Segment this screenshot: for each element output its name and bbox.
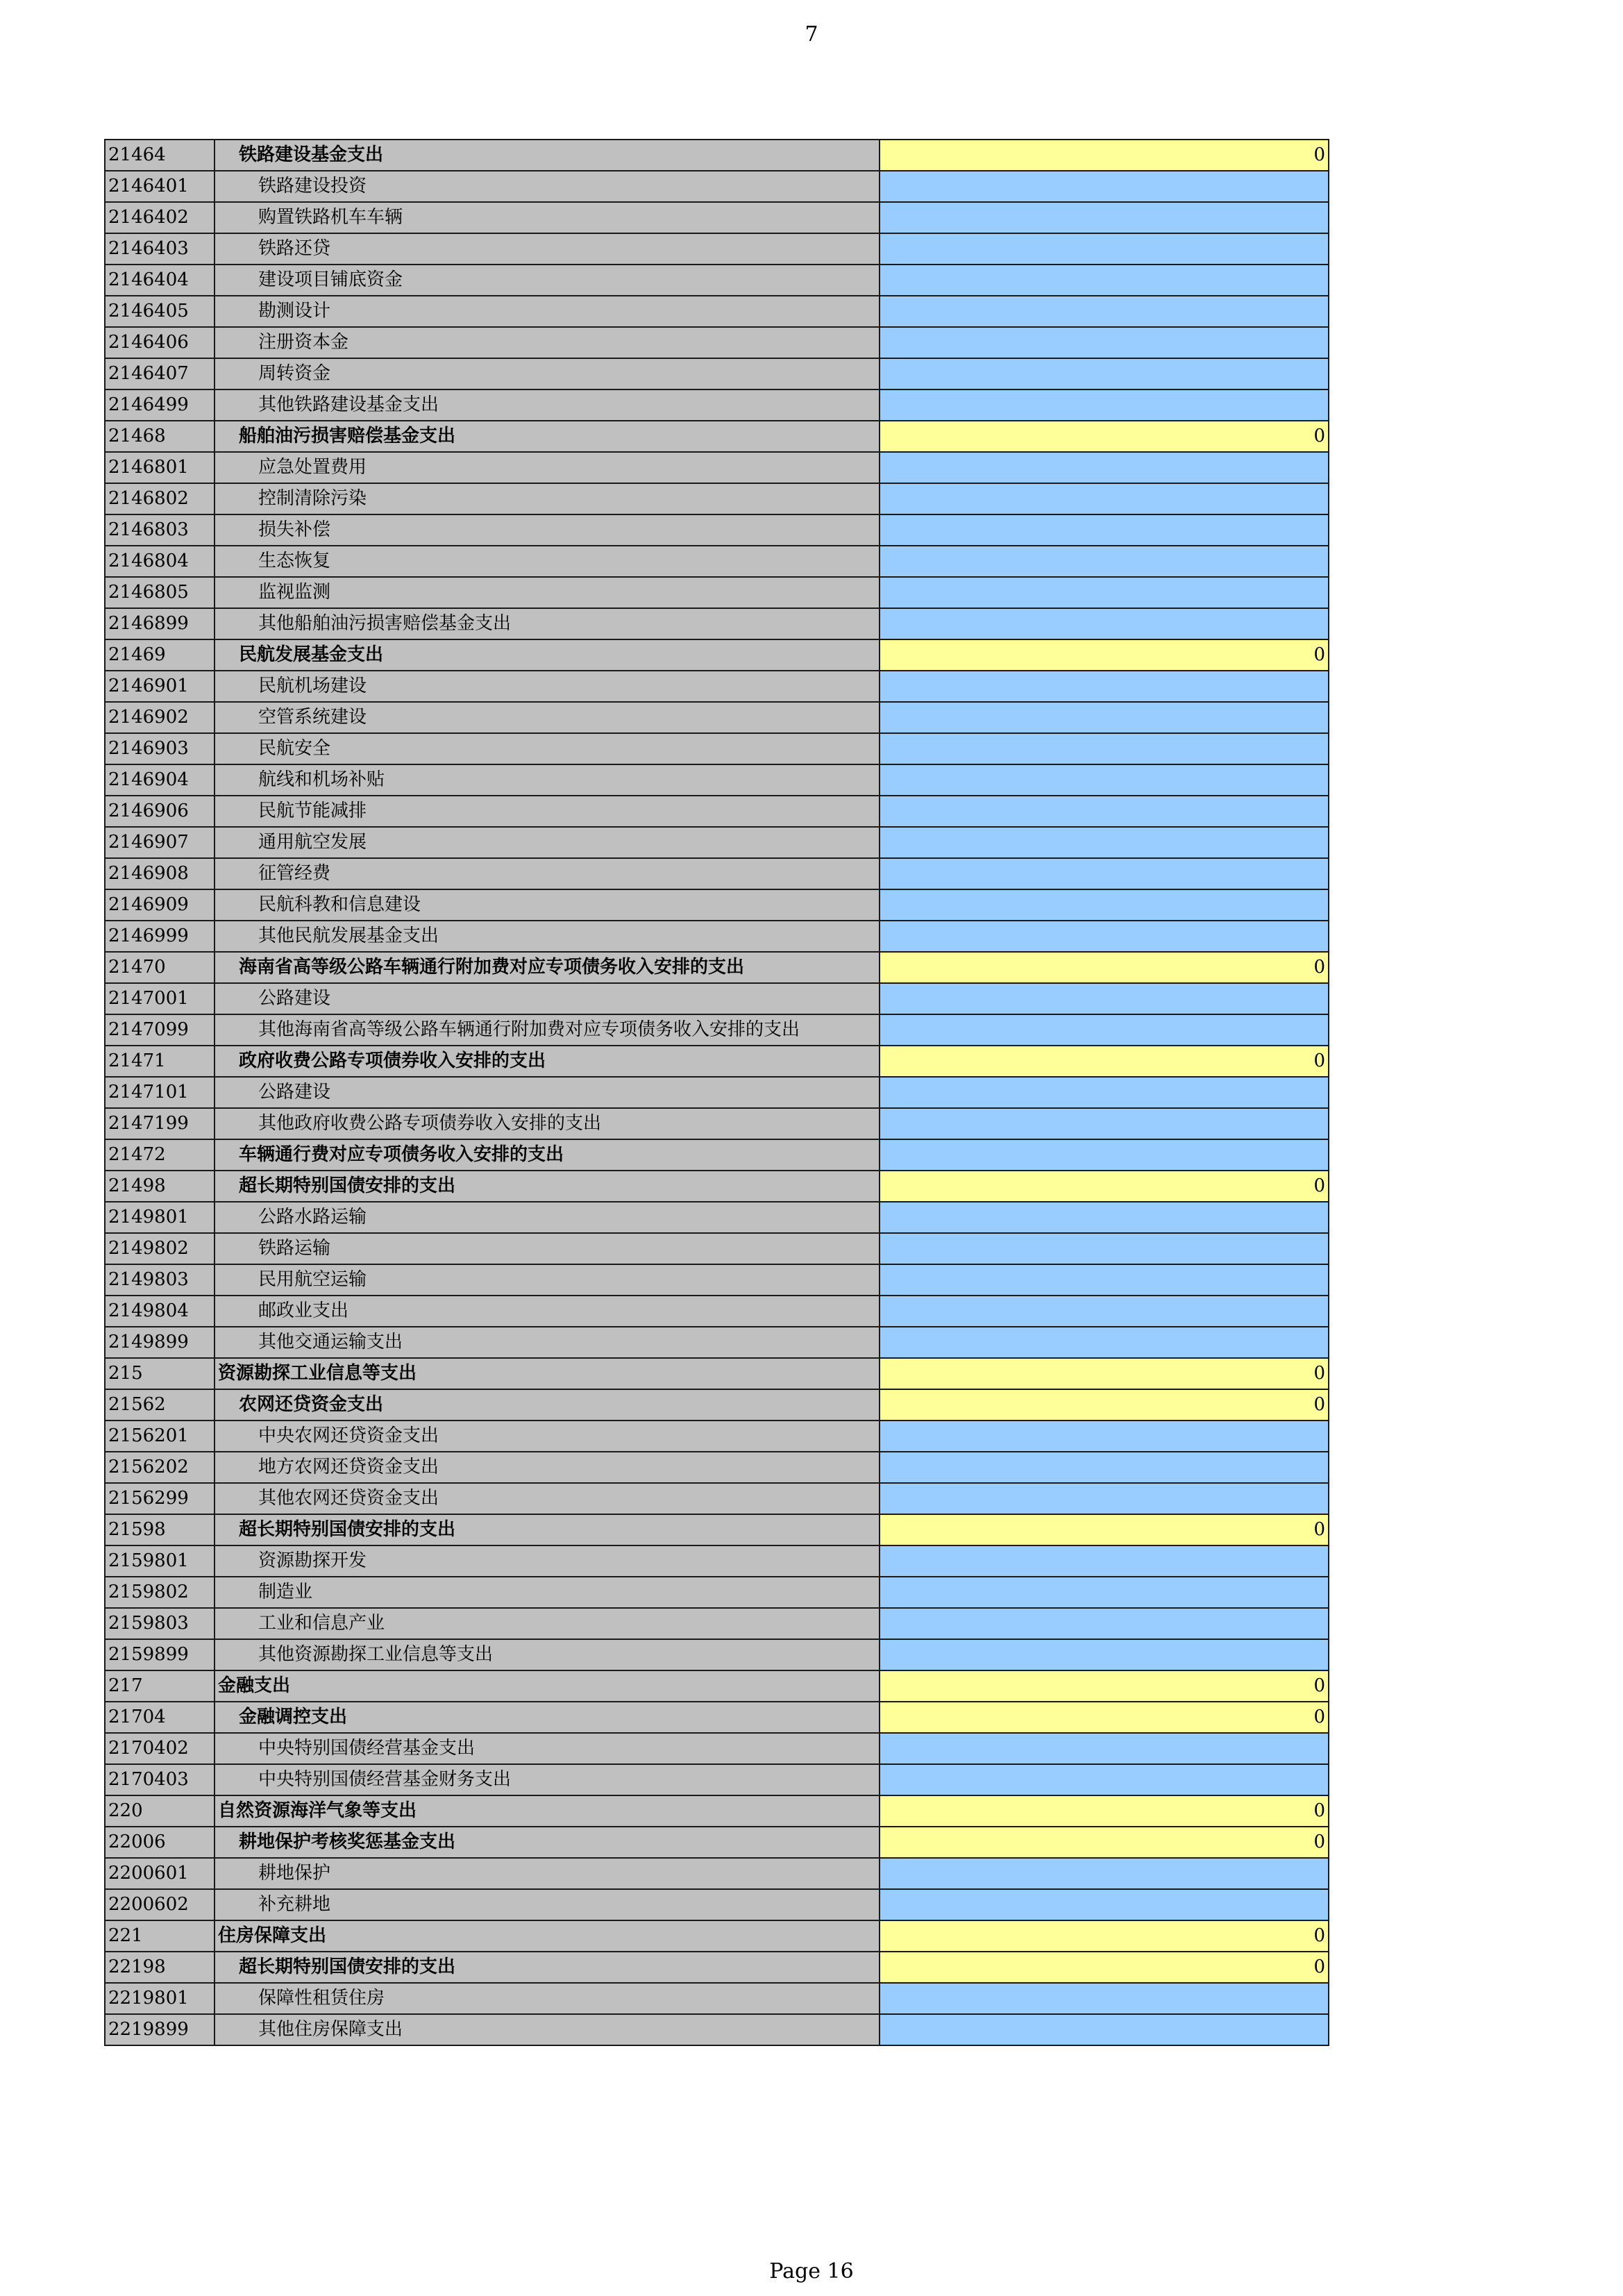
- account-name-cell: 中央特别国债经营基金财务支出: [215, 1764, 880, 1795]
- amount-cell[interactable]: [880, 764, 1329, 796]
- account-name-cell: 铁路运输: [215, 1233, 880, 1264]
- account-code-cell: 21468: [105, 421, 215, 452]
- table-row: [105, 1764, 1329, 1795]
- account-name-cell: 民航机场建设: [215, 671, 880, 702]
- account-code-cell: 2146902: [105, 702, 215, 733]
- amount-cell[interactable]: 0: [880, 1171, 1329, 1202]
- amount-cell[interactable]: [880, 546, 1329, 577]
- table-row: [105, 1264, 1329, 1296]
- account-name-cell: 其他政府收费公路专项债券收入安排的支出: [215, 1108, 880, 1139]
- account-code-cell: 215: [105, 1358, 215, 1389]
- amount-cell[interactable]: 0: [880, 1702, 1329, 1733]
- table-row: [105, 1108, 1329, 1139]
- table-row: [105, 1608, 1329, 1639]
- amount-cell[interactable]: [880, 1233, 1329, 1264]
- table-row: [105, 1514, 1329, 1545]
- table-row: [105, 1858, 1329, 1889]
- account-name-cell: 中央农网还贷资金支出: [215, 1421, 880, 1452]
- account-name-cell: 空管系统建设: [215, 702, 880, 733]
- amount-cell[interactable]: [880, 265, 1329, 296]
- amount-cell[interactable]: [880, 514, 1329, 546]
- account-name-cell: 公路水路运输: [215, 1202, 880, 1233]
- table-row: [105, 1639, 1329, 1670]
- amount-cell[interactable]: 0: [880, 1827, 1329, 1858]
- account-name-cell: 应急处置费用: [215, 452, 880, 483]
- amount-cell[interactable]: [880, 1421, 1329, 1452]
- account-code-cell: 2149803: [105, 1264, 215, 1296]
- amount-cell[interactable]: [880, 983, 1329, 1014]
- account-name-cell: 民航科教和信息建设: [215, 889, 880, 921]
- amount-cell[interactable]: 0: [880, 1920, 1329, 1952]
- table-row: [105, 1670, 1329, 1702]
- account-code-cell: 21498: [105, 1171, 215, 1202]
- table-row: [105, 577, 1329, 608]
- table-row: [105, 952, 1329, 983]
- account-code-cell: 21464: [105, 140, 215, 171]
- account-name-cell: 耕地保护: [215, 1858, 880, 1889]
- account-code-cell: 21598: [105, 1514, 215, 1545]
- account-code-cell: 217: [105, 1670, 215, 1702]
- account-code-cell: 2146405: [105, 296, 215, 327]
- account-name-cell: 邮政业支出: [215, 1296, 880, 1327]
- account-code-cell: 2146401: [105, 171, 215, 202]
- account-name-cell: 生态恢复: [215, 546, 880, 577]
- table-row: [105, 1296, 1329, 1327]
- account-name-cell: 民用航空运输: [215, 1264, 880, 1296]
- table-row: [105, 514, 1329, 546]
- amount-cell[interactable]: [880, 483, 1329, 514]
- amount-cell[interactable]: [880, 452, 1329, 483]
- account-code-cell: 21562: [105, 1389, 215, 1421]
- amount-cell[interactable]: [880, 1608, 1329, 1639]
- table-row: [105, 296, 1329, 327]
- amount-cell[interactable]: [880, 1577, 1329, 1608]
- amount-cell[interactable]: 0: [880, 421, 1329, 452]
- table-row: [105, 1952, 1329, 1983]
- account-code-cell: 2147101: [105, 1077, 215, 1108]
- table-row: [105, 546, 1329, 577]
- table-row: [105, 452, 1329, 483]
- table-row: [105, 733, 1329, 764]
- budget-table: [104, 139, 1329, 2046]
- amount-cell[interactable]: 0: [880, 1514, 1329, 1545]
- table-row: [105, 889, 1329, 921]
- table-row: [105, 702, 1329, 733]
- account-code-cell: 2146801: [105, 452, 215, 483]
- account-name-cell: 公路建设: [215, 983, 880, 1014]
- table-row: [105, 827, 1329, 858]
- table-row: [105, 1139, 1329, 1171]
- account-name-cell: 航线和机场补贴: [215, 764, 880, 796]
- table-row: [105, 265, 1329, 296]
- amount-cell[interactable]: [880, 296, 1329, 327]
- amount-cell[interactable]: [880, 921, 1329, 952]
- account-code-cell: 2200601: [105, 1858, 215, 1889]
- amount-cell[interactable]: [880, 1639, 1329, 1670]
- amount-cell[interactable]: [880, 389, 1329, 421]
- amount-cell[interactable]: 0: [880, 639, 1329, 671]
- account-name-cell: 超长期特别国债安排的支出: [215, 1171, 880, 1202]
- table-row: [105, 171, 1329, 202]
- table-row: [105, 1233, 1329, 1264]
- account-code-cell: 21472: [105, 1139, 215, 1171]
- account-code-cell: 2146909: [105, 889, 215, 921]
- account-name-cell: 其他海南省高等级公路车辆通行附加费对应专项债务收入安排的支出: [215, 1014, 880, 1046]
- table-row: [105, 1421, 1329, 1452]
- account-name-cell: 其他资源勘探工业信息等支出: [215, 1639, 880, 1670]
- account-code-cell: 220: [105, 1795, 215, 1827]
- account-name-cell: 中央特别国债经营基金支出: [215, 1733, 880, 1764]
- amount-cell[interactable]: [880, 671, 1329, 702]
- table-row: [105, 1046, 1329, 1077]
- amount-cell[interactable]: 0: [880, 1795, 1329, 1827]
- account-name-cell: 铁路还贷: [215, 233, 880, 265]
- amount-cell[interactable]: [880, 1764, 1329, 1795]
- amount-cell[interactable]: [880, 1483, 1329, 1514]
- account-code-cell: 21470: [105, 952, 215, 983]
- table-row: [105, 639, 1329, 671]
- account-code-cell: 22006: [105, 1827, 215, 1858]
- account-name-cell: 民航发展基金支出: [215, 639, 880, 671]
- amount-cell[interactable]: [880, 327, 1329, 358]
- table-row: [105, 921, 1329, 952]
- account-name-cell: 其他交通运输支出: [215, 1327, 880, 1358]
- amount-cell[interactable]: [880, 2014, 1329, 2045]
- table-row: [105, 858, 1329, 889]
- account-name-cell: 农网还贷资金支出: [215, 1389, 880, 1421]
- amount-cell[interactable]: [880, 1014, 1329, 1046]
- account-code-cell: 2146802: [105, 483, 215, 514]
- account-name-cell: 其他住房保障支出: [215, 2014, 880, 2045]
- amount-cell[interactable]: [880, 1889, 1329, 1920]
- account-code-cell: 2146999: [105, 921, 215, 952]
- table-row: [105, 2014, 1329, 2045]
- account-name-cell: 征管经费: [215, 858, 880, 889]
- account-code-cell: 2147099: [105, 1014, 215, 1046]
- amount-cell[interactable]: [880, 1108, 1329, 1139]
- account-code-cell: 2170403: [105, 1764, 215, 1795]
- account-name-cell: 其他农网还贷资金支出: [215, 1483, 880, 1514]
- account-code-cell: 2146903: [105, 733, 215, 764]
- account-name-cell: 铁路建设投资: [215, 171, 880, 202]
- amount-cell[interactable]: [880, 233, 1329, 265]
- account-code-cell: 22198: [105, 1952, 215, 1983]
- account-name-cell: 损失补偿: [215, 514, 880, 546]
- page-footer: Page 16: [769, 2259, 854, 2284]
- account-name-cell: 政府收费公路专项债券收入安排的支出: [215, 1046, 880, 1077]
- account-name-cell: 资源勘探开发: [215, 1545, 880, 1577]
- amount-cell[interactable]: 0: [880, 1358, 1329, 1389]
- account-name-cell: 工业和信息产业: [215, 1608, 880, 1639]
- amount-cell[interactable]: [880, 1327, 1329, 1358]
- account-code-cell: 2200602: [105, 1889, 215, 1920]
- account-name-cell: 住房保障支出: [215, 1920, 880, 1952]
- account-code-cell: 221: [105, 1920, 215, 1952]
- account-code-cell: 2146805: [105, 577, 215, 608]
- account-code-cell: 2146907: [105, 827, 215, 858]
- account-code-cell: 2147199: [105, 1108, 215, 1139]
- page-top-number: 7: [805, 22, 818, 47]
- amount-cell[interactable]: 0: [880, 1389, 1329, 1421]
- amount-cell[interactable]: [880, 827, 1329, 858]
- table-row: [105, 358, 1329, 389]
- account-name-cell: 通用航空发展: [215, 827, 880, 858]
- table-row: [105, 1389, 1329, 1421]
- account-code-cell: 2149801: [105, 1202, 215, 1233]
- table-row: [105, 1202, 1329, 1233]
- account-code-cell: 2146901: [105, 671, 215, 702]
- account-name-cell: 民航安全: [215, 733, 880, 764]
- amount-cell[interactable]: 0: [880, 1046, 1329, 1077]
- table-row: [105, 1327, 1329, 1358]
- account-code-cell: 2146404: [105, 265, 215, 296]
- table-row: [105, 1733, 1329, 1764]
- amount-cell[interactable]: [880, 1077, 1329, 1108]
- account-code-cell: 2156201: [105, 1421, 215, 1452]
- table-row: [105, 1483, 1329, 1514]
- account-name-cell: 船舶油污损害赔偿基金支出: [215, 421, 880, 452]
- account-name-cell: 保障性租赁住房: [215, 1983, 880, 2014]
- amount-cell[interactable]: [880, 1452, 1329, 1483]
- table-row: [105, 389, 1329, 421]
- table-row: [105, 796, 1329, 827]
- account-name-cell: 其他民航发展基金支出: [215, 921, 880, 952]
- amount-cell[interactable]: [880, 1545, 1329, 1577]
- table-row: [105, 1827, 1329, 1858]
- table-row: [105, 1795, 1329, 1827]
- table-row: [105, 140, 1329, 171]
- amount-cell[interactable]: [880, 889, 1329, 921]
- table-row: [105, 1920, 1329, 1952]
- account-name-cell: 注册资本金: [215, 327, 880, 358]
- amount-cell[interactable]: 0: [880, 952, 1329, 983]
- account-code-cell: 2149899: [105, 1327, 215, 1358]
- account-name-cell: 金融调控支出: [215, 1702, 880, 1733]
- account-name-cell: 控制清除污染: [215, 483, 880, 514]
- account-code-cell: 2219801: [105, 1983, 215, 2014]
- table-row: [105, 1452, 1329, 1483]
- account-name-cell: 资源勘探工业信息等支出: [215, 1358, 880, 1389]
- amount-cell[interactable]: [880, 702, 1329, 733]
- table-row: [105, 233, 1329, 265]
- account-name-cell: 车辆通行费对应专项债务收入安排的支出: [215, 1139, 880, 1171]
- amount-cell[interactable]: [880, 858, 1329, 889]
- table-row: [105, 608, 1329, 639]
- account-code-cell: 2146906: [105, 796, 215, 827]
- amount-cell[interactable]: 0: [880, 1670, 1329, 1702]
- account-name-cell: 制造业: [215, 1577, 880, 1608]
- table-row: [105, 1702, 1329, 1733]
- account-name-cell: 购置铁路机车车辆: [215, 202, 880, 233]
- amount-cell[interactable]: 0: [880, 140, 1329, 171]
- account-name-cell: 自然资源海洋气象等支出: [215, 1795, 880, 1827]
- table-row: [105, 202, 1329, 233]
- account-name-cell: 其他铁路建设基金支出: [215, 389, 880, 421]
- table-row: [105, 1545, 1329, 1577]
- account-name-cell: 公路建设: [215, 1077, 880, 1108]
- account-code-cell: 2149802: [105, 1233, 215, 1264]
- account-name-cell: 铁路建设基金支出: [215, 140, 880, 171]
- account-code-cell: 2146904: [105, 764, 215, 796]
- table-row: [105, 1014, 1329, 1046]
- table-body: [105, 140, 1329, 2045]
- account-code-cell: 2170402: [105, 1733, 215, 1764]
- account-code-cell: 2146402: [105, 202, 215, 233]
- account-code-cell: 2146804: [105, 546, 215, 577]
- table-row: [105, 1171, 1329, 1202]
- account-code-cell: 2156202: [105, 1452, 215, 1483]
- table-row: [105, 421, 1329, 452]
- table-row: [105, 327, 1329, 358]
- amount-cell[interactable]: [880, 1858, 1329, 1889]
- table-row: [105, 1983, 1329, 2014]
- account-name-cell: 地方农网还贷资金支出: [215, 1452, 880, 1483]
- amount-cell[interactable]: [880, 733, 1329, 764]
- account-name-cell: 其他船舶油污损害赔偿基金支出: [215, 608, 880, 639]
- table-row: [105, 1077, 1329, 1108]
- amount-cell[interactable]: [880, 358, 1329, 389]
- account-code-cell: 2146403: [105, 233, 215, 265]
- account-code-cell: 21469: [105, 639, 215, 671]
- account-code-cell: 2146899: [105, 608, 215, 639]
- account-name-cell: 民航节能减排: [215, 796, 880, 827]
- account-name-cell: 海南省高等级公路车辆通行附加费对应专项债务收入安排的支出: [215, 952, 880, 983]
- account-code-cell: 21471: [105, 1046, 215, 1077]
- account-name-cell: 勘测设计: [215, 296, 880, 327]
- account-code-cell: 2146908: [105, 858, 215, 889]
- amount-cell[interactable]: [880, 577, 1329, 608]
- table-row: [105, 1889, 1329, 1920]
- account-code-cell: 2146406: [105, 327, 215, 358]
- table-row: [105, 983, 1329, 1014]
- amount-cell[interactable]: [880, 1983, 1329, 2014]
- account-code-cell: 2149804: [105, 1296, 215, 1327]
- account-name-cell: 周转资金: [215, 358, 880, 389]
- account-code-cell: 2159803: [105, 1608, 215, 1639]
- amount-cell[interactable]: [880, 1202, 1329, 1233]
- amount-cell[interactable]: [880, 796, 1329, 827]
- table-row: [105, 1358, 1329, 1389]
- amount-cell[interactable]: [880, 1139, 1329, 1171]
- account-code-cell: 2219899: [105, 2014, 215, 2045]
- amount-cell[interactable]: [880, 1296, 1329, 1327]
- amount-cell[interactable]: [880, 171, 1329, 202]
- account-code-cell: 2146803: [105, 514, 215, 546]
- account-code-cell: 2156299: [105, 1483, 215, 1514]
- amount-cell[interactable]: [880, 202, 1329, 233]
- table-row: [105, 1577, 1329, 1608]
- account-code-cell: 2159801: [105, 1545, 215, 1577]
- account-code-cell: 2159899: [105, 1639, 215, 1670]
- account-code-cell: 21704: [105, 1702, 215, 1733]
- table-row: [105, 764, 1329, 796]
- amount-cell[interactable]: [880, 1264, 1329, 1296]
- amount-cell[interactable]: 0: [880, 1952, 1329, 1983]
- table-row: [105, 671, 1329, 702]
- account-code-cell: 2147001: [105, 983, 215, 1014]
- account-code-cell: 2159802: [105, 1577, 215, 1608]
- account-name-cell: 补充耕地: [215, 1889, 880, 1920]
- table-row: [105, 483, 1329, 514]
- account-name-cell: 超长期特别国债安排的支出: [215, 1952, 880, 1983]
- account-name-cell: 金融支出: [215, 1670, 880, 1702]
- account-code-cell: 2146499: [105, 389, 215, 421]
- account-name-cell: 监视监测: [215, 577, 880, 608]
- account-code-cell: 2146407: [105, 358, 215, 389]
- account-name-cell: 超长期特别国债安排的支出: [215, 1514, 880, 1545]
- amount-cell[interactable]: [880, 1733, 1329, 1764]
- account-name-cell: 耕地保护考核奖惩基金支出: [215, 1827, 880, 1858]
- account-name-cell: 建设项目铺底资金: [215, 265, 880, 296]
- amount-cell[interactable]: [880, 608, 1329, 639]
